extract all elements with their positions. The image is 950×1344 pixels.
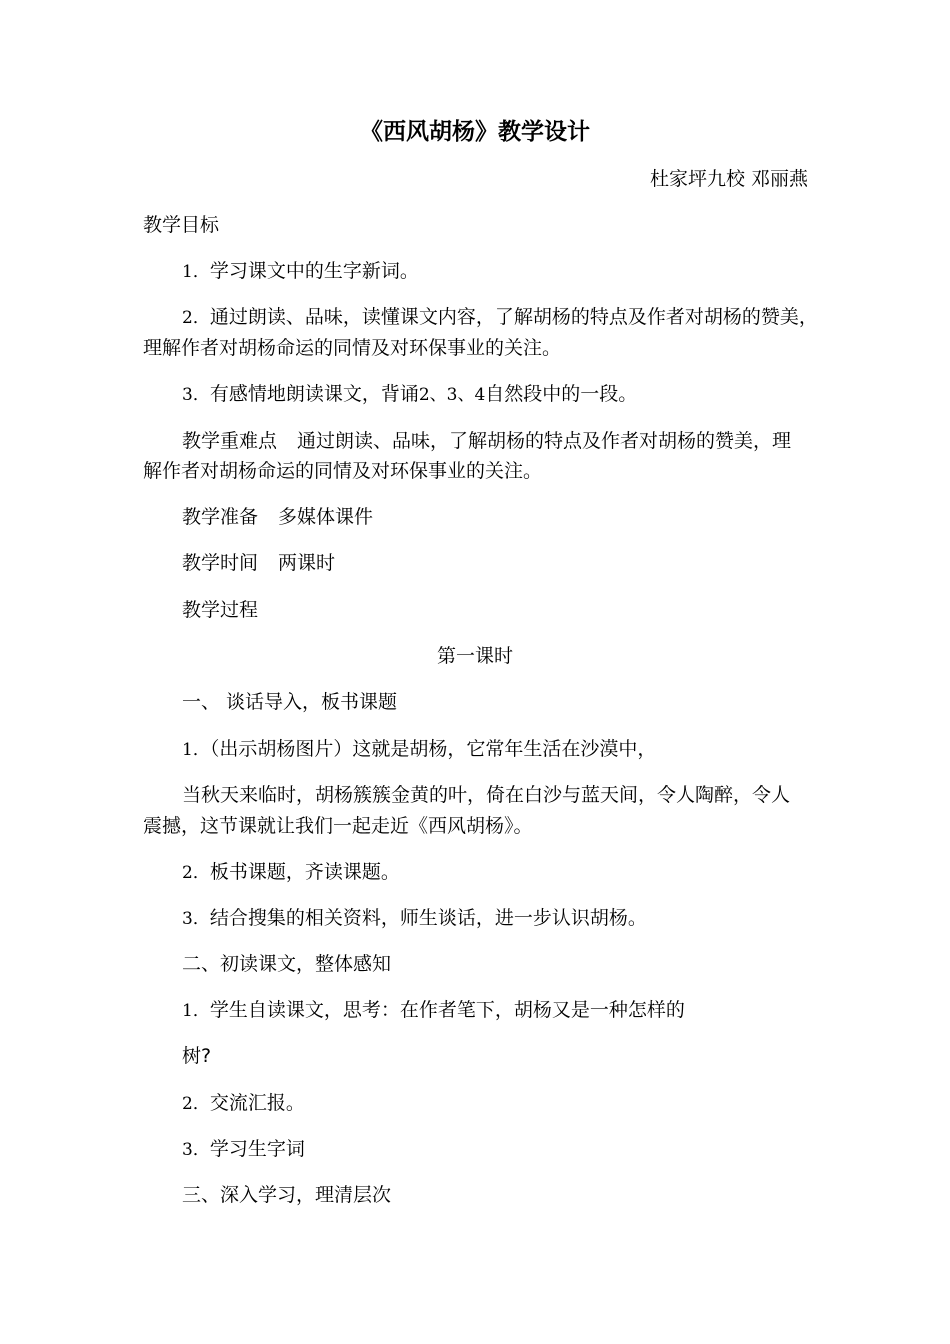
item-number: 3． [182,909,210,929]
section-2-item-1 [182,995,685,1026]
time-label: 教学时间 [182,552,259,574]
goal-number: 3． [182,385,210,405]
goal-text: 通过朗读、品味，读懂课文内容，了解胡杨的特点及作者对胡杨的赞美， [209,306,818,328]
section-2-heading: 二、初读课文，整体感知 [182,953,392,975]
author-line: 杜家坪九校 邓丽燕 [649,168,808,190]
goal-number: 1． [182,262,210,282]
section-1-item-text-continuation: 震撼，这节课就让我们一起走近《西风胡杨》。 [143,815,533,837]
section-2-item-3 [182,1134,305,1165]
time-value: 两课时 [278,552,336,574]
goal-text: 学习课文中的生字新词。 [209,260,419,282]
section-1-heading: 一、 谈话导入，板书课题 [182,691,398,713]
item-number: 1． [182,1001,210,1021]
key-points-continuation: 解作者对胡杨命运的同情及对环保事业的关注。 [143,460,543,482]
goals-heading: 教学目标 [143,214,220,236]
section-1-item-text: 当秋天来临时，胡杨簇簇金黄的叶，倚在白沙与蓝天间，令人陶醉，令人 [182,784,791,806]
goal-item-1 [182,256,419,287]
section-2-item-2 [182,1088,305,1119]
goal-text: 有感情地朗读课文，背诵 [209,383,419,405]
item-text: 板书课题，齐读课题。 [209,861,400,883]
key-points-label: 教学重难点 [182,430,278,452]
goal-item-2-continuation: 理解作者对胡杨命运的同情及对环保事业的关注。 [143,337,562,359]
goal-item-2 [182,302,818,333]
key-points [182,426,791,456]
document-title: 《西风胡杨》教学设计 [360,119,590,145]
item-number: 3． [182,1140,210,1160]
section-1-item-2 [182,857,400,888]
item-text: 学生自读课文，思考：在作者笔下，胡杨又是一种怎样的 [209,999,685,1021]
paragraph-numbers: 2、3、4 [418,385,486,405]
prep-label: 教学准备 [182,506,259,528]
item-text: （出示胡杨图片）这就是胡杨，它常年生活在沙漠中， [209,738,657,760]
teaching-time [182,548,335,578]
item-text: 交流汇报。 [209,1092,305,1114]
goal-text-end: 自然段中的一段。 [485,383,638,405]
key-points-text: 通过朗读、品味，了解胡杨的特点及作者对胡杨的赞美，理 [297,430,792,452]
goal-number: 2． [182,308,210,328]
prep-value: 多媒体课件 [278,506,374,528]
section-1-item-1 [182,734,656,765]
item-number: 2． [182,863,210,883]
teaching-prep [182,502,373,532]
section-1-item-3 [182,903,647,934]
section-3-heading: 三、深入学习，理清层次 [182,1184,392,1206]
item-number: 2． [182,1094,210,1114]
lesson-title: 第一课时 [436,645,513,667]
section-2-item-1-continuation: 树? [182,1045,212,1067]
item-text: 结合搜集的相关资料，师生谈话，进一步认识胡杨。 [209,907,647,929]
goal-item-3 [182,379,637,410]
item-number: 1． [182,740,210,760]
process-heading: 教学过程 [182,599,259,621]
item-text: 学习生字词 [209,1138,305,1160]
